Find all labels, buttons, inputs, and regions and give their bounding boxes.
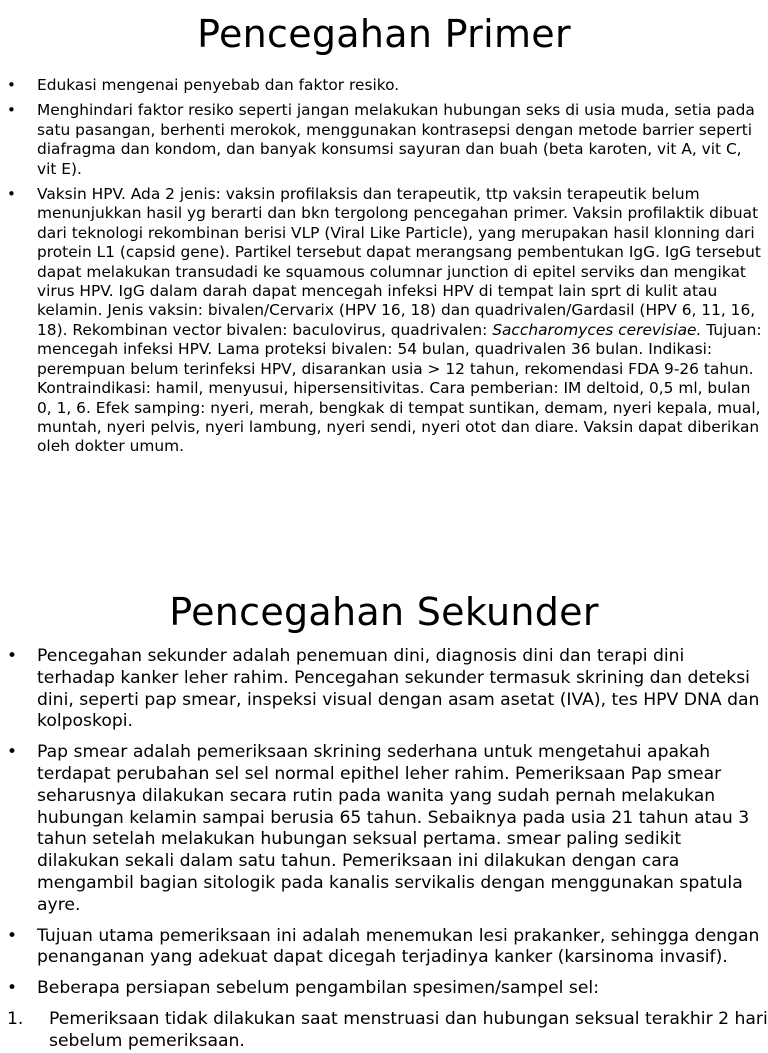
vaccine-text-part-2: Tujuan: mencegah infeksi HPV. Lama proteksi bivalen: 54 bulan, quadrivalen 36 bulan. Indikasi: perempuan belum terinfeksi HPV, disarankan usia > 12 tahun, rekomendasi FDA 9-26 tahun. Kontraindikasi: hamil, menyusui, hipersensitivitas. Cara pemberian: IM deltoid, 0,5 ml, bulan 0, 1, 6. Efek samping: nyeri, merah, bengkak di tempat suntikan, demam, nyeri kepala, mual, muntah, nyeri pelvis, nyeri lambung, nyeri sendi, nyeri otot dan diare. Vaksin dapat diberikan oleh dokter umum.	[37, 320, 762, 456]
list-item-text: Menghindari faktor resiko seperti jangan melakukan hubungan seks di usia muda, setia pada satu pasangan, berhenti merokok, menggunakan kontrasepsi dengan metode barrier seperti diafragma dan kondom, dan banyak konsumsi sayuran dan buah (beta karoten, vit A, vit C, vit E).	[37, 101, 755, 178]
bullet-list-sekunder	[0, 646, 768, 1000]
list-item-text	[37, 185, 762, 455]
bullet-dot: •	[7, 925, 18, 946]
list-item	[0, 926, 768, 970]
list-item	[0, 646, 768, 733]
numbered-item-text: Pemeriksaan tidak dilakukan saat menstruasi dan hubungan seksual terakhir 2 hari sebelum pemeriksaan.	[49, 1008, 768, 1051]
list-item-text: Pap smear adalah pemeriksaan skrining sederhana untuk mengetahui apakah terdapat perubahan sel sel normal epithel leher rahim. Pemeriksaan Pap smear seharusnya dilakukan secara rutin pada wanita yang sudah pernah melakukan hubungan kelamin sampai berusia 65 tahun. Sebaiknya pada usia 21 tahun atau 3 tahun setelah melakukan hubungan seksual pertama. smear paling sedikit dilakukan sekali dalam satu tahun. Pemeriksaan ini dilakukan dengan cara mengambil bagian sitologik pada kanalis servikalis dengan menggunakan spatula ayre.	[37, 742, 750, 915]
bullet-dot: •	[7, 76, 16, 94]
list-item-text: Beberapa persiapan sebelum pengambilan spesimen/sampel sel:	[37, 978, 599, 999]
list-item-text: Edukasi mengenai penyebab dan faktor resiko.	[37, 76, 400, 94]
species-name: Saccharomyces cerevisiae.	[492, 320, 702, 339]
list-item-text: Tujuan utama pemeriksaan ini adalah menemukan lesi prakanker, sehingga dengan penanganan yang adekuat dapat dicegah terjadinya kanker (karsinoma invasif).	[37, 925, 760, 968]
vaccine-text-part-1: Vaksin HPV. Ada 2 jenis: vaksin profilaksis dan terapeutik, ttp vaksin terapeutik belum menunjukkan hasil yg berarti dan bkn tergolong pencegahan primer. Vaksin profilaktik dibuat dari teknologi rekombinan berisi VLP (Viral Like Particle), yang merupakan hasil klonning dari protein L1 (capsid gene). Partikel tersebut dapat merangsang pembentukan IgG. IgG tersebut dapat melakukan transudadi ke squamous columnar junction di epitel serviks dan mengikat virus HPV. IgG dalam darah dapat mencegah infeksi HPV di tempat lain sprt di kulit atau kelamin. Jenis vaksin: bivalen/Cervarix (HPV 16, 18) dan quadrivalen/Gardasil (HPV 6, 11, 16, 18). Rekombinan vector bivalen: baculovirus, quadrivalen:	[37, 185, 761, 339]
list-item	[0, 978, 768, 1000]
numbered-list-item	[0, 1009, 768, 1053]
bullet-dot: •	[7, 185, 16, 204]
slide-pencegahan-sekunder	[0, 585, 768, 1051]
bullet-dot: •	[7, 101, 16, 120]
slide-title-sekunder: Pencegahan Sekunder	[169, 590, 599, 634]
bullet-dot: •	[7, 978, 18, 999]
list-item	[0, 185, 768, 457]
list-item	[0, 101, 768, 179]
list-item	[0, 76, 768, 95]
slide-title-primer: Pencegahan Primer	[197, 12, 571, 56]
bullet-list-primer	[0, 76, 768, 457]
bullet-dot: •	[7, 742, 18, 763]
list-item-text: Pencegahan sekunder adalah penemuan dini, diagnosis dini dan terapi dini terhadap kanker leher rahim. Pencegahan sekunder termasuk skrining dan deteksi dini, seperti pap smear, inspeksi visual dengan asam asetat (IVA), tes HPV DNA dan kolposkopi.	[37, 646, 760, 732]
bullet-dot: •	[7, 646, 18, 666]
list-number: 1.	[7, 1008, 24, 1029]
list-item	[0, 742, 768, 916]
